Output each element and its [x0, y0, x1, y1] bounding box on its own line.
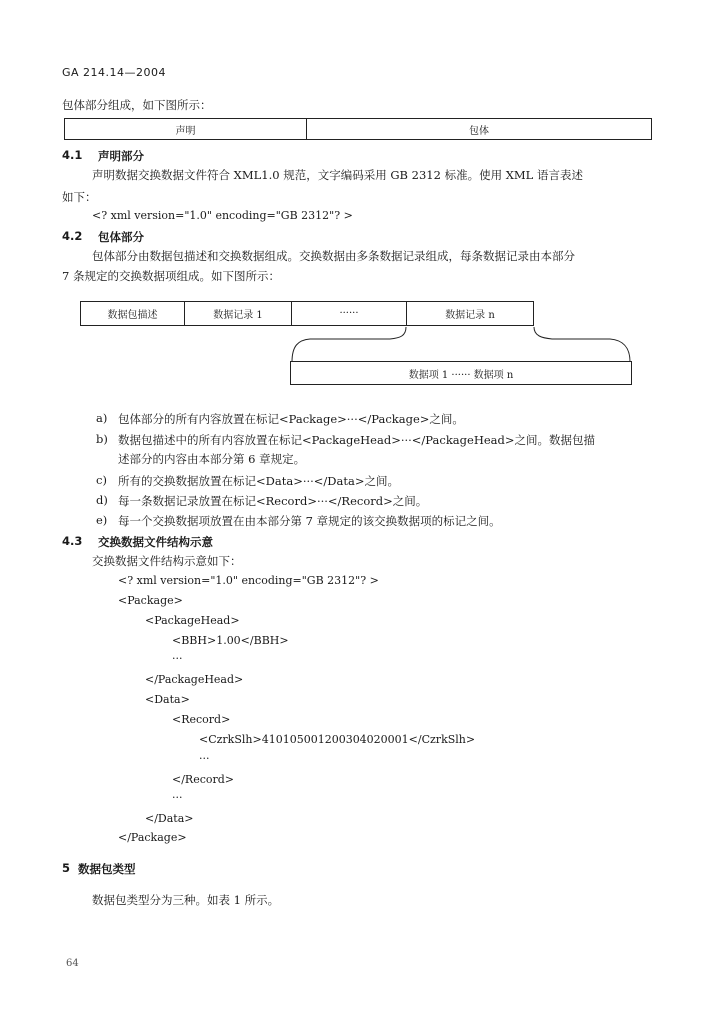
table-cell-body: 包体 [306, 118, 652, 140]
code-line: ··· [172, 652, 183, 665]
list-item: 述部分的内容由本部分第 6 章规定。 [118, 452, 306, 466]
paragraph: 7 条规定的交换数据项组成。如下图所示： [62, 269, 280, 283]
code-line: <? xml version="1.0" encoding="GB 2312"? > [92, 209, 353, 222]
diagram-cell-ellipsis: ······ [291, 301, 407, 326]
code-line: <BBH>1.00</BBH> [172, 634, 289, 647]
code-line: </Record> [172, 773, 235, 786]
diagram-cell-package-head: 数据包描述 [80, 301, 185, 326]
page-number: 64 [66, 958, 79, 969]
section-title: 声明部分 [98, 149, 144, 163]
list-mark: a) [96, 411, 108, 425]
code-line: <CzrkSlh>410105001200304020001</CzrkSlh> [199, 733, 476, 746]
section-number: 4.1 [62, 148, 83, 162]
list-item: 数据包描述中的所有内容放置在标记<PackageHead>···</PackageHead>之间。数据包描 [118, 433, 596, 447]
code-line: </Data> [145, 812, 194, 825]
section-title: 包体部分 [98, 230, 144, 244]
page-header: GA 214.14—2004 [62, 66, 167, 79]
diagram-cell-record-1: 数据记录 1 [184, 301, 292, 326]
code-line: <Data> [145, 693, 190, 706]
list-mark: e) [96, 513, 108, 527]
table-cell-declaration: 声明 [64, 118, 307, 140]
section-title: 数据包类型 [78, 862, 136, 876]
list-item: 每一条数据记录放置在标记<Record>···</Record>之间。 [118, 494, 428, 508]
code-line: <? xml version="1.0" encoding="GB 2312"? > [118, 574, 379, 587]
code-line: <Package> [118, 594, 183, 607]
diagram-cell-record-n: 数据记录 n [406, 301, 534, 326]
paragraph: 声明数据交换数据文件符合 XML1.0 规范，文字编码采用 GB 2312 标准。使用 XML 语言表述 [92, 168, 583, 182]
list-item: 每一个交换数据项放置在由本部分第 7 章规定的该交换数据项的标记之间。 [118, 514, 501, 528]
list-mark: b) [96, 432, 108, 446]
list-mark: d) [96, 493, 108, 507]
list-mark: c) [96, 473, 107, 487]
code-line: ··· [172, 791, 183, 804]
code-line: </PackageHead> [145, 673, 244, 686]
code-line: <PackageHead> [145, 614, 240, 627]
paragraph: 数据包类型分为三种。如表 1 所示。 [92, 893, 280, 907]
list-item: 包体部分的所有内容放置在标记<Package>···</Package>之间。 [118, 412, 464, 426]
expansion-brace [280, 326, 640, 366]
code-line: <Record> [172, 713, 231, 726]
code-line: ··· [199, 752, 210, 765]
diagram-cell-items: 数据项 1 ······ 数据项 n [290, 361, 632, 385]
paragraph: 交换数据文件结构示意如下： [92, 554, 242, 568]
intro-text: 包体部分组成，如下图所示： [62, 98, 212, 112]
section-number: 4.2 [62, 229, 83, 243]
section-number: 4.3 [62, 534, 83, 548]
section-number: 5 [62, 861, 71, 875]
paragraph: 如下： [62, 190, 97, 204]
list-item: 所有的交换数据放置在标记<Data>···</Data>之间。 [118, 474, 399, 488]
code-line: </Package> [118, 831, 187, 844]
section-title: 交换数据文件结构示意 [98, 535, 213, 549]
paragraph: 包体部分由数据包描述和交换数据组成。交换数据由多条数据记录组成，每条数据记录由本部分 [92, 249, 575, 263]
